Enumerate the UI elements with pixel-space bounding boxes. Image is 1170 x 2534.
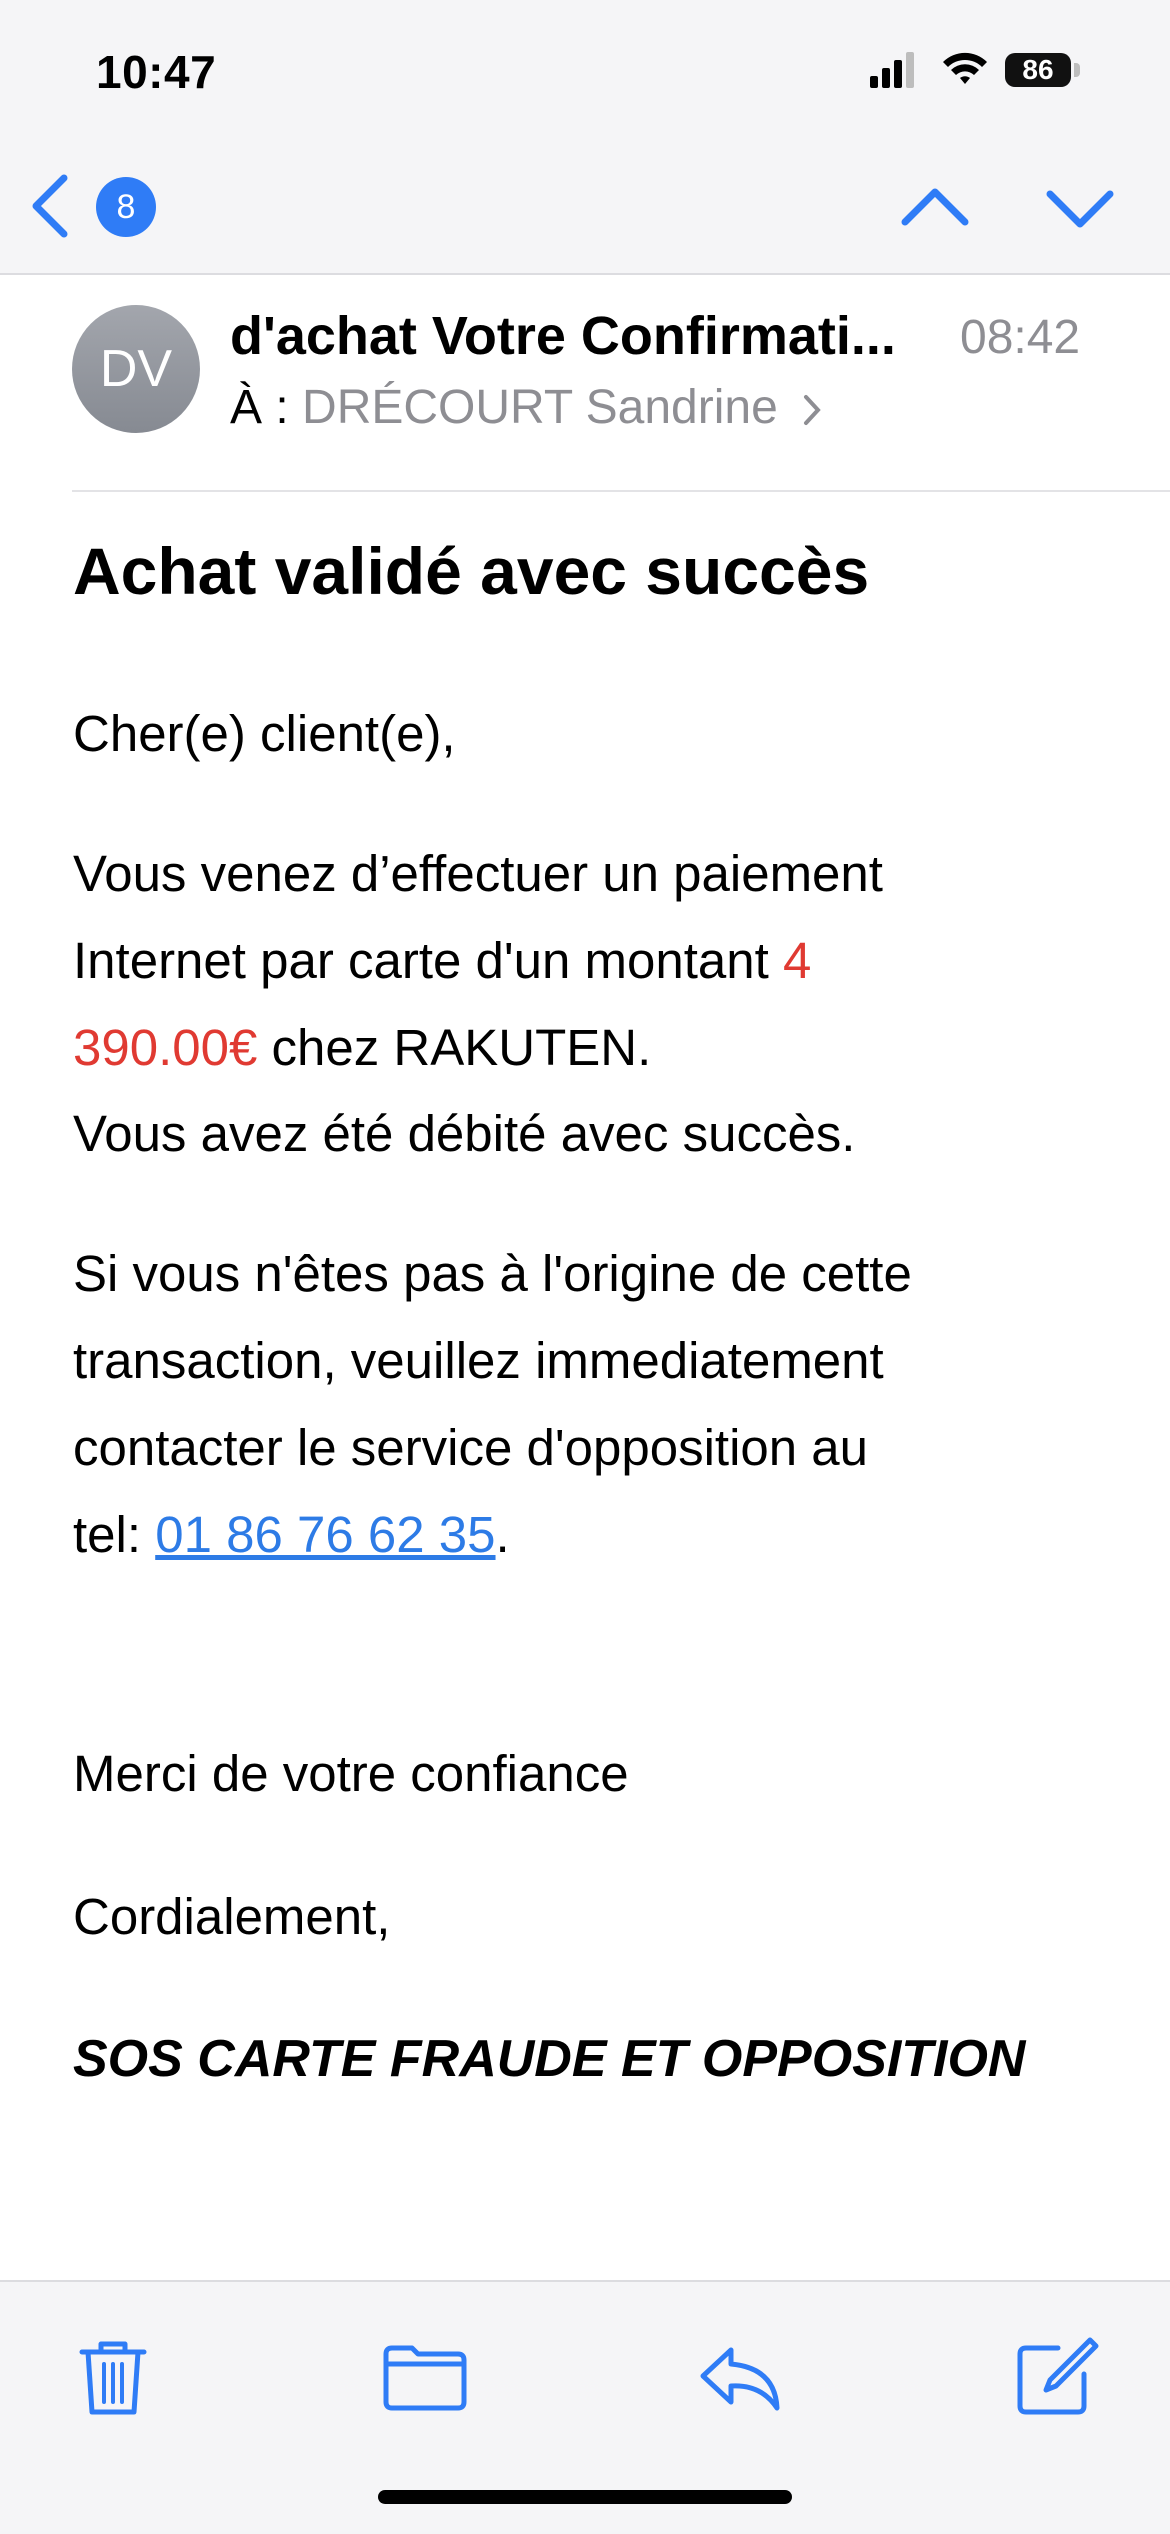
chevron-down-icon[interactable] [1040, 178, 1120, 238]
opposition-line-2: transaction, veuillez immediatement [73, 1332, 884, 1389]
folder-icon[interactable] [380, 2332, 470, 2422]
chevron-up-icon[interactable] [895, 178, 975, 238]
thanks-text: Merci de votre confiance [73, 1745, 629, 1802]
status-time: 10:47 [96, 46, 217, 98]
chevron-left-icon[interactable] [20, 170, 80, 242]
email-body [73, 530, 1113, 2088]
battery-nub [1074, 63, 1080, 77]
header-divider [72, 490, 1170, 492]
payment-line-2: Internet par carte d'un montant [73, 932, 783, 989]
greeting: Cher(e) client(e), [73, 705, 456, 762]
signature: SOS CARTE FRAUDE ET OPPOSITION [73, 2030, 1026, 2088]
sender-avatar[interactable]: DV [72, 305, 200, 433]
debit-paragraph: Vous avez été débité avec succès. [73, 1105, 856, 1162]
amount-part-2: 390.00€ [73, 1019, 258, 1076]
reply-icon[interactable] [695, 2332, 785, 2422]
regards-text: Cordialement, [73, 1888, 391, 1945]
top-navigation-bar [0, 0, 1170, 275]
email-subject: d'achat Votre Confirmati... [230, 306, 896, 366]
period: . [495, 1506, 510, 1563]
merchant-text: chez RAKUTEN. [257, 1019, 652, 1076]
recipient-name[interactable]: DRÉCOURT Sandrine [302, 381, 778, 434]
amount-part-1: 4 [783, 932, 812, 989]
signal-icon [870, 48, 922, 90]
battery-indicator: 86 [1005, 53, 1071, 87]
compose-icon[interactable] [1010, 2332, 1100, 2422]
status-icons [870, 48, 1170, 98]
opposition-paragraph [73, 1230, 912, 1578]
recipient-line[interactable] [230, 380, 823, 435]
wifi-icon [940, 48, 990, 88]
tel-label: tel: [73, 1506, 156, 1563]
home-indicator[interactable] [378, 2490, 792, 2504]
payment-line-1: Vous venez d’effectuer un paiement [73, 845, 883, 902]
chevron-right-icon[interactable] [801, 392, 823, 428]
unread-count-badge[interactable]: 8 [96, 177, 156, 237]
trash-icon[interactable] [68, 2332, 158, 2422]
email-title: Achat validé avec succès [73, 534, 870, 608]
opposition-line-3: contacter le service d'opposition au [73, 1419, 869, 1476]
to-label: À : [230, 381, 289, 434]
phone-link[interactable]: 01 86 76 62 35 [155, 1506, 496, 1563]
email-time: 08:42 [960, 311, 1081, 364]
opposition-line-1: Si vous n'êtes pas à l'origine de cette [73, 1245, 912, 1302]
payment-paragraph [73, 830, 883, 1091]
